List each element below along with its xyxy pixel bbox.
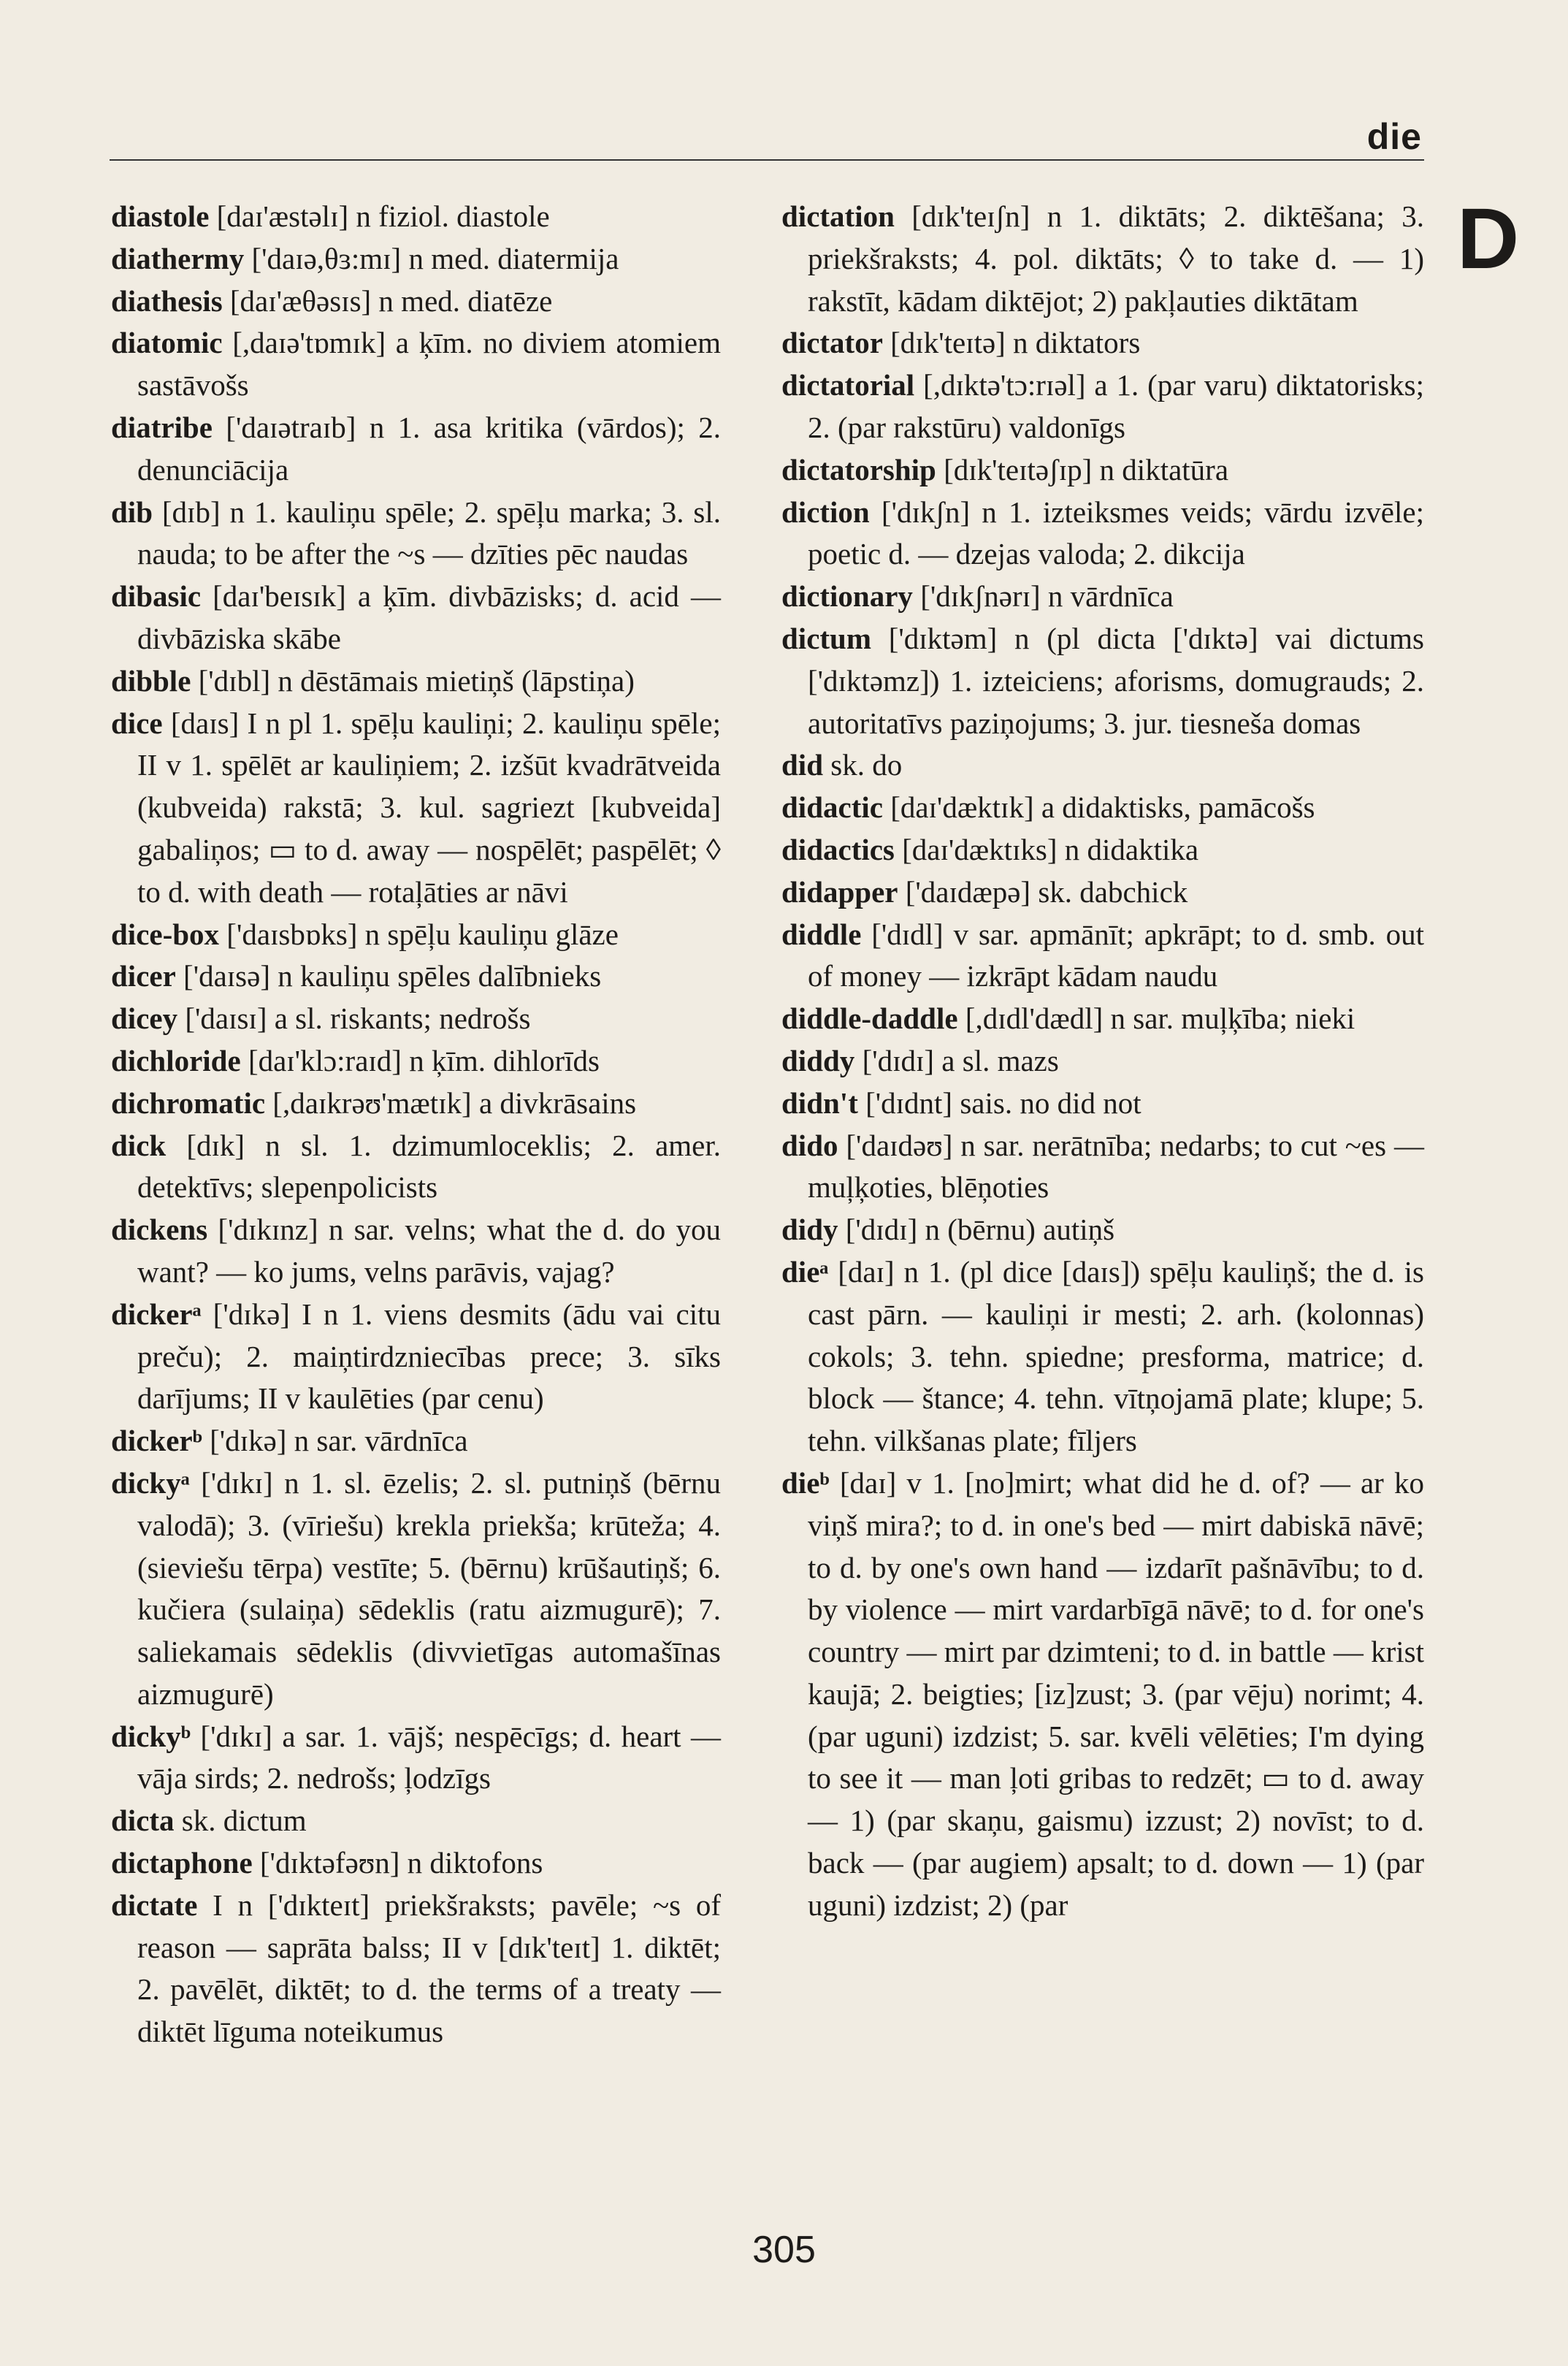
entry-headword: did (781, 748, 823, 782)
entry-headword: dick (111, 1128, 167, 1162)
entry-definition: [daɪ'æstəlɪ] n fiziol. diastole (209, 199, 550, 233)
entry-definition: ['dɪbl] n dēstāmais mietiņš (lāpstiņa) (191, 663, 635, 698)
entry-definition: sk. dictum (174, 1804, 307, 1838)
dictionary-entry (781, 492, 1424, 576)
dictionary-entry (781, 618, 1424, 744)
entry-headword: diction (781, 495, 870, 529)
dictionary-entry (781, 196, 1424, 322)
entry-headword: dicer (111, 959, 176, 993)
dictionary-entry (781, 1083, 1424, 1125)
entry-headword: dib (111, 495, 153, 529)
entry-definition: [,daɪkrəʊ'mætɪk] a divkrāsains (265, 1085, 637, 1120)
entry-definition: ['dɪktəm] n (pl dicta ['dɪktə] vai dictums ['dɪktəmz]) 1. izteiciens; aforisms, domugrauds; 2. autoritatīvs paziņojums; 3. jur. tiesneša domas (808, 621, 1424, 740)
entry-definition: ['dɪdnt] sais. no did not (857, 1085, 1141, 1120)
entry-definition: ['dɪktəfəʊn] n diktofons (252, 1846, 543, 1880)
entry-headword: diddle-daddle (781, 1001, 958, 1036)
entry-headword: dice-box (111, 917, 220, 951)
dictionary-entry (111, 1083, 721, 1125)
dictionary-entry (781, 449, 1424, 492)
entry-headword: dice (111, 706, 163, 740)
entry-headword: dictum (781, 621, 871, 655)
running-head: die (1366, 116, 1422, 157)
entry-headword: diatomic (111, 326, 223, 360)
entry-headword: didn't (781, 1085, 858, 1120)
entry-definition: [daɪ'dæktɪk] a didaktisks, pamācošs (882, 790, 1315, 825)
entry-definition: ['daɪsbɒks] n spēļu kauliņu glāze (219, 917, 619, 951)
entry-headword: dictate (111, 1888, 198, 1922)
entry-headword: didapper (781, 874, 898, 909)
entry-definition: ['daɪdæpə] sk. dabchick (898, 874, 1188, 909)
entry-definition: ['dɪkɪ] n 1. sl. ēzelis; 2. sl. putniņš (bērnu valodā); 3. (vīriešu) krekla priekša; krūteža; 4. (sieviešu tērpa) vestīte; 5. (bērnu) krūšautiņš; 6. kučiera (sulaiņa) sēdeklis (ratu aizmugurē); 7. saliekamais sēdeklis (divvietīgas automašīnas aizmugurē) (137, 1465, 721, 1711)
dictionary-entry (781, 998, 1424, 1040)
dictionary-entry (111, 281, 721, 323)
entry-headword: dictation (781, 199, 895, 233)
entry-definition: [daɪ'dæktɪks] n didaktika (894, 832, 1199, 866)
dictionary-entry (781, 1462, 1424, 1927)
entry-definition: ['daɪə,θɜ:mɪ] n med. diatermija (244, 241, 619, 275)
entry-definition: I n ['dɪkteɪt] priekšraksts; pavēle; ~s of reason — saprāta balss; II v [dɪk'teɪt] 1. diktēt; 2. pavēlēt, diktēt; to d. the terms of a treaty — diktēt līguma noteikumus (137, 1888, 721, 2049)
entry-definition: ['daɪsɪ] a sl. riskants; nedrošs (177, 1001, 531, 1036)
page-number: 305 (752, 2229, 816, 2271)
dictionary-entry (781, 1251, 1424, 1462)
dictionary-entry (111, 492, 721, 576)
entry-definition: [dɪk'teɪtə] n diktators (882, 326, 1141, 360)
entry-definition: ['daɪsə] n kauliņu spēles dalībnieks (175, 959, 602, 993)
entry-definition: [dɪk] n sl. 1. dzimumloceklis; 2. amer. detektīvs; slepenpolicists (137, 1128, 721, 1205)
dictionary-entry (781, 365, 1424, 449)
entry-definition: [daɪ'beɪsɪk] a ķīm. divbāzisks; d. acid — divbāziska skābe (137, 579, 721, 655)
dictionary-entry (781, 871, 1424, 914)
entry-definition: ['dɪkɪnz] n sar. velns; what the d. do you want? — ko jums, velns parāvis, vajag? (137, 1213, 721, 1289)
section-letter: D (1457, 191, 1520, 287)
entry-definition: ['dɪdɪ] a sl. mazs (854, 1043, 1059, 1077)
dictionary-entry (111, 322, 721, 407)
entry-headword: dieᵇ (781, 1465, 830, 1500)
dictionary-entry (111, 1885, 721, 2053)
dictionary-entry (111, 238, 721, 281)
entry-definition: ['daɪdəʊ] n sar. nerātnība; nedarbs; to cut ~es — muļķoties, blēņoties (808, 1128, 1424, 1205)
header-rule (110, 159, 1424, 161)
entry-definition: sk. do (823, 748, 903, 782)
dictionary-entry (781, 829, 1424, 871)
entry-headword: dido (781, 1128, 838, 1162)
entry-headword: dictionary (781, 579, 913, 614)
dictionary-entry (781, 1125, 1424, 1210)
entry-definition: [dɪk'teɪtəʃɪp] n diktatūra (936, 452, 1229, 486)
entry-headword: diddle (781, 917, 862, 951)
dictionary-entry (781, 744, 1424, 787)
dictionary-entry (111, 1040, 721, 1083)
dictionary-entry (111, 1294, 721, 1420)
entry-headword: dictaphone (111, 1846, 253, 1880)
left-column (111, 196, 721, 2053)
entry-definition: [daɪs] I n pl 1. spēļu kauliņi; 2. kauliņu spēle; II v 1. spēlēt ar kauliņiem; 2. izšūt kvadrātveida (kubveida) rakstā; 3. kul. sagriezt [kubveida] gabaliņos; ▭ to d. away — nospēlēt; paspēlēt; ◊ to d. with death — rotaļāties ar nāvi (137, 706, 721, 909)
entry-definition: [daɪ'æθəsɪs] n med. diatēze (222, 283, 553, 318)
entry-headword: dibble (111, 663, 191, 698)
entry-headword: dibasic (111, 579, 202, 614)
dictionary-entry (111, 1800, 721, 1842)
entry-headword: dichloride (111, 1043, 241, 1077)
dictionary-entry (111, 914, 721, 956)
dictionary-entry (111, 196, 721, 238)
dictionary-entry (781, 787, 1424, 829)
entry-definition: [,daɪə'tɒmɪk] a ķīm. no diviem atomiem sastāvošs (137, 326, 721, 402)
entry-definition: ['dɪdl] v sar. apmānīt; apkrāpt; to d. smb. out of money — izkrāpt kādam naudu (808, 917, 1424, 993)
entry-headword: dickerᵇ (111, 1424, 202, 1458)
entry-headword: dickens (111, 1213, 208, 1247)
dictionary-entry (111, 1716, 721, 1801)
entry-headword: didy (781, 1213, 838, 1247)
entry-headword: dickyᵃ (111, 1465, 190, 1500)
dictionary-entry (111, 1462, 721, 1716)
entry-definition: [,dɪdl'dædl] n sar. muļķība; nieki (957, 1001, 1355, 1036)
dictionary-entry (111, 1125, 721, 1210)
entry-headword: dictatorship (781, 452, 936, 486)
entry-headword: dickerᵃ (111, 1297, 202, 1331)
entry-definition: ['daɪətraɪb] n 1. asa kritika (vārdos); 2. denunciācija (137, 410, 721, 486)
entry-headword: didactic (781, 790, 883, 825)
dictionary-entry (111, 998, 721, 1040)
entry-headword: diastole (111, 199, 210, 233)
entry-headword: dieᵃ (781, 1254, 829, 1289)
dictionary-entry (111, 407, 721, 492)
entry-headword: diatribe (111, 410, 213, 444)
dictionary-entry (111, 660, 721, 703)
entry-headword: dicta (111, 1804, 175, 1838)
entry-definition: ['dɪkə] n sar. vārdnīca (202, 1424, 468, 1458)
dictionary-entry (111, 1842, 721, 1885)
entry-definition: ['dɪkʃn] n 1. izteiksmes veids; vārdu izvēle; poetic d. — dzejas valoda; 2. dikcija (808, 495, 1424, 571)
entry-headword: diathermy (111, 241, 245, 275)
dictionary-entry (111, 955, 721, 998)
entry-headword: dicey (111, 1001, 178, 1036)
dictionary-entry (781, 914, 1424, 999)
entry-headword: diathesis (111, 283, 223, 318)
dictionary-entry (111, 1420, 721, 1462)
dictionary-entry (781, 1209, 1424, 1251)
entry-definition: ['dɪdɪ] n (bērnu) autiņš (838, 1213, 1115, 1247)
entry-definition: ['dɪkə] I n 1. viens desmits (ādu vai citu preču); 2. maiņtirdzniecības prece; 3. sīks darījums; II v kaulēties (par cenu) (137, 1297, 721, 1416)
entry-headword: dichromatic (111, 1085, 266, 1120)
entry-headword: diddy (781, 1043, 855, 1077)
entry-headword: dictator (781, 326, 883, 360)
entry-definition: [daɪ] n 1. (pl dice [daɪs]) spēļu kauliņš; the d. is cast pārn. — kauliņi ir mesti; 2. arh. (kolonnas) cokols; 3. tehn. spiedne; presforma, matrice; d. block — štance; 4. tehn. vītņojamā plate; klupe; 5. tehn. vilkšanas plate; fīljers (808, 1254, 1424, 1458)
entry-definition: [,dɪktə'tɔ:rɪəl] a 1. (par varu) diktatorisks; 2. (par rakstūru) valdonīgs (808, 368, 1424, 444)
entry-definition: [daɪ] v 1. [no]mirt; what did he d. of? — ar ko viņš mira?; to d. in one's bed — mirt dabiskā nāvē; to d. by one's own hand — izdarīt pašnāvību; to d. by violence — mirt vardarbīgā nāvē; to d. for one's country — mirt par dzimteni; to d. in battle — krist kaujā; 2. beigties; [iz]zust; 3. (par vēju) norimt; 4. (par uguni) izdzist; 5. sar. kvēli vēlēties; I'm dying to see it — man ļoti gribas to redzēt; ▭ to d. away — 1) (par skaņu, gaismu) izzust; 2) novīst; to d. back — (par augiem) apsalt; to d. down — 1) (par uguni) izdzist; 2) (par (808, 1465, 1424, 1922)
dictionary-entry (781, 322, 1424, 365)
entry-definition: [daɪ'klɔ:raɪd] n ķīm. dihlorīds (240, 1043, 600, 1077)
entry-definition: ['dɪkʃnərɪ] n vārdnīca (912, 579, 1174, 614)
entry-definition: ['dɪkɪ] a sar. 1. vājš; nespēcīgs; d. heart — vāja sirds; 2. nedrošs; ļodzīgs (137, 1719, 721, 1796)
dictionary-entry (111, 703, 721, 914)
dictionary-entry (111, 1209, 721, 1294)
entry-definition: [dɪk'teɪʃn] n 1. diktāts; 2. diktēšana; 3. priekšraksts; 4. pol. diktāts; ◊ to take d. — 1) rakstīt, kādam diktējot; 2) pakļauties diktātam (808, 199, 1424, 318)
dictionary-entry (111, 576, 721, 660)
dictionary-entry (781, 1040, 1424, 1083)
entry-headword: didactics (781, 832, 895, 866)
entry-headword: dictatorial (781, 368, 915, 402)
entry-definition: [dɪb] n 1. kauliņu spēle; 2. spēļu marka; 3. sl. nauda; to be after the ~s — dzīties pēc naudas (137, 495, 721, 571)
dictionary-entry (781, 576, 1424, 618)
entry-headword: dickyᵇ (111, 1719, 191, 1753)
right-column (781, 196, 1424, 1927)
